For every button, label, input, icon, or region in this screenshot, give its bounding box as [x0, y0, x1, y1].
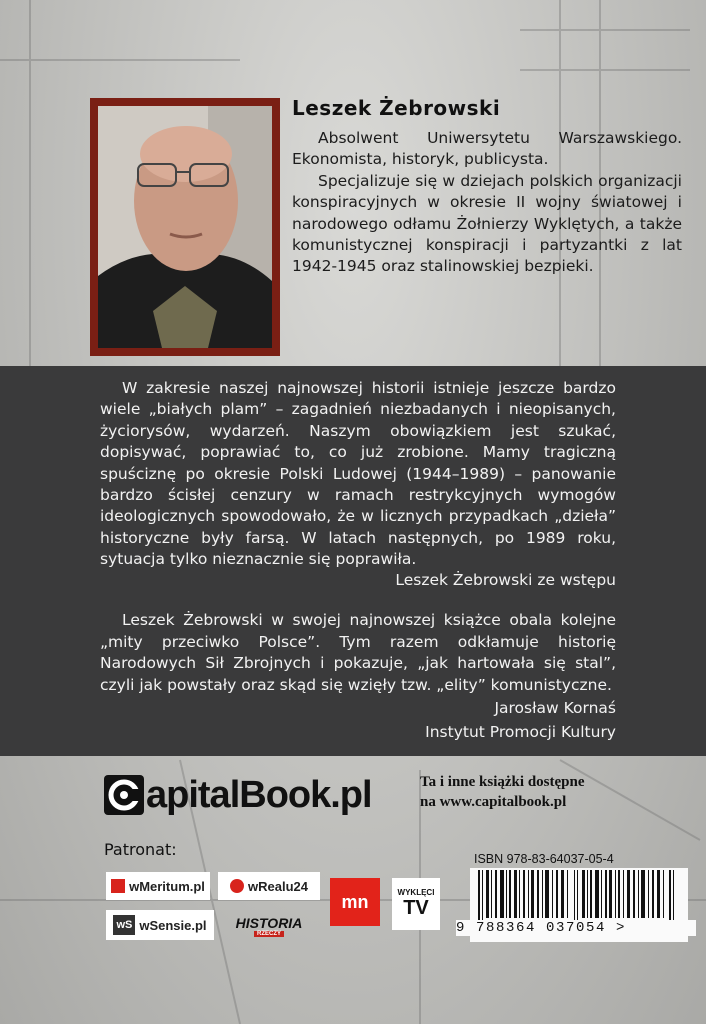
wsensie-logo-text: wSensie.pl [139, 917, 207, 933]
barcode-digits: 9 788364 037054 > [456, 920, 696, 936]
patronat-label: Patronat: [104, 840, 177, 859]
wmeritum-logo-text: wMeritum.pl [129, 878, 205, 894]
author-photo-frame [90, 98, 280, 356]
wykleci-tv-logo-tv: TV [403, 897, 429, 919]
wrealu24-logo-text: wRealu24 [248, 878, 308, 894]
book-description [100, 610, 616, 696]
capitalbook-logo [104, 772, 372, 818]
description-attribution-name: Jarosław Kornaś [494, 699, 616, 717]
wrealu24-logo [218, 872, 320, 900]
author-name: Leszek Żebrowski [292, 96, 501, 120]
mn-logo [330, 878, 380, 926]
description-attribution-org: Instytut Promocji Kultury [425, 723, 616, 741]
historia-rzeczy-logo [226, 910, 312, 942]
historia-logo-sub: RZECZY [254, 931, 284, 937]
availability-line-2: na www.capitalbook.pl [420, 794, 567, 810]
quote-text: W zakresie naszej najnowszej historii istnieje jeszcze bardzo wiele „białych plam” – zagadnień niezbadanych i nieopisanych, życiorysów, wydarzeń. Naszym obowiązkiem jest szukać, dopisywać, poprawiać to, co już zrobione. Mamy tragiczną spuściznę po okresie Polski Ludowej (1944–1989) – panowanie bardzo ścisłej cenzury w ramach restrykcyjnych wymogów ideologicznych spowodowało, że w licznych przypadkach „dzieła” historyczne były farsą. W latach następnych, po 1989 roku, sytuacja tylko nieznacznie się poprawiła. [100, 379, 616, 569]
bio-paragraph-2: Specjalizuje się w dziejach polskich organizacji konspiracyjnych w okresie II wojny światowej i narodowego odłamu Żołnierzy Wyklętych, a także komunistycznej konspiracji i partyzantki z lat 1942-1945 oraz stalinowskiej bezpieki. [292, 171, 682, 276]
wykleci-tv-logo [392, 878, 440, 930]
mn-logo-text: mn [341, 891, 369, 912]
barcode-icon [470, 868, 688, 924]
wsensie-badge: wS [113, 915, 135, 935]
author-portrait-illustration [98, 106, 272, 348]
author-photo [98, 106, 272, 348]
availability-note [420, 772, 585, 812]
wykleci-tv-logo-top: WYKLĘCI [397, 888, 435, 897]
historia-logo-text: HISTORIA [235, 915, 303, 931]
wmeritum-mark-icon [111, 879, 125, 893]
wrealu24-mark-icon [230, 879, 244, 893]
author-bio [292, 128, 682, 278]
bio-paragraph-1: Absolwent Uniwersytetu Warszawskiego. Ekonomista, historyk, publicysta. [292, 129, 682, 169]
availability-line-1: Ta i inne książki dostępne [420, 774, 585, 790]
description-text: Leszek Żebrowski w swojej najnowszej książce obala kolejne „mity przeciwko Polsce”. Tym razem odkłamuje historię Narodowych Sił Zbrojnych i pokazuje, „jak hartowała się stal”, czyli jak powstały oraz skąd się wzięły tzw. „elity” komunistyczne. [100, 611, 616, 694]
capitalbook-logo-text: apitalBook.pl [146, 773, 372, 816]
wmeritum-logo [106, 872, 210, 900]
intro-quote [100, 378, 616, 571]
capitalbook-c-icon [104, 775, 144, 815]
isbn-label: ISBN 978-83-64037-05-4 [474, 852, 614, 866]
wsensie-logo [106, 910, 214, 940]
quote-attribution: Leszek Żebrowski ze wstępu [395, 571, 616, 589]
